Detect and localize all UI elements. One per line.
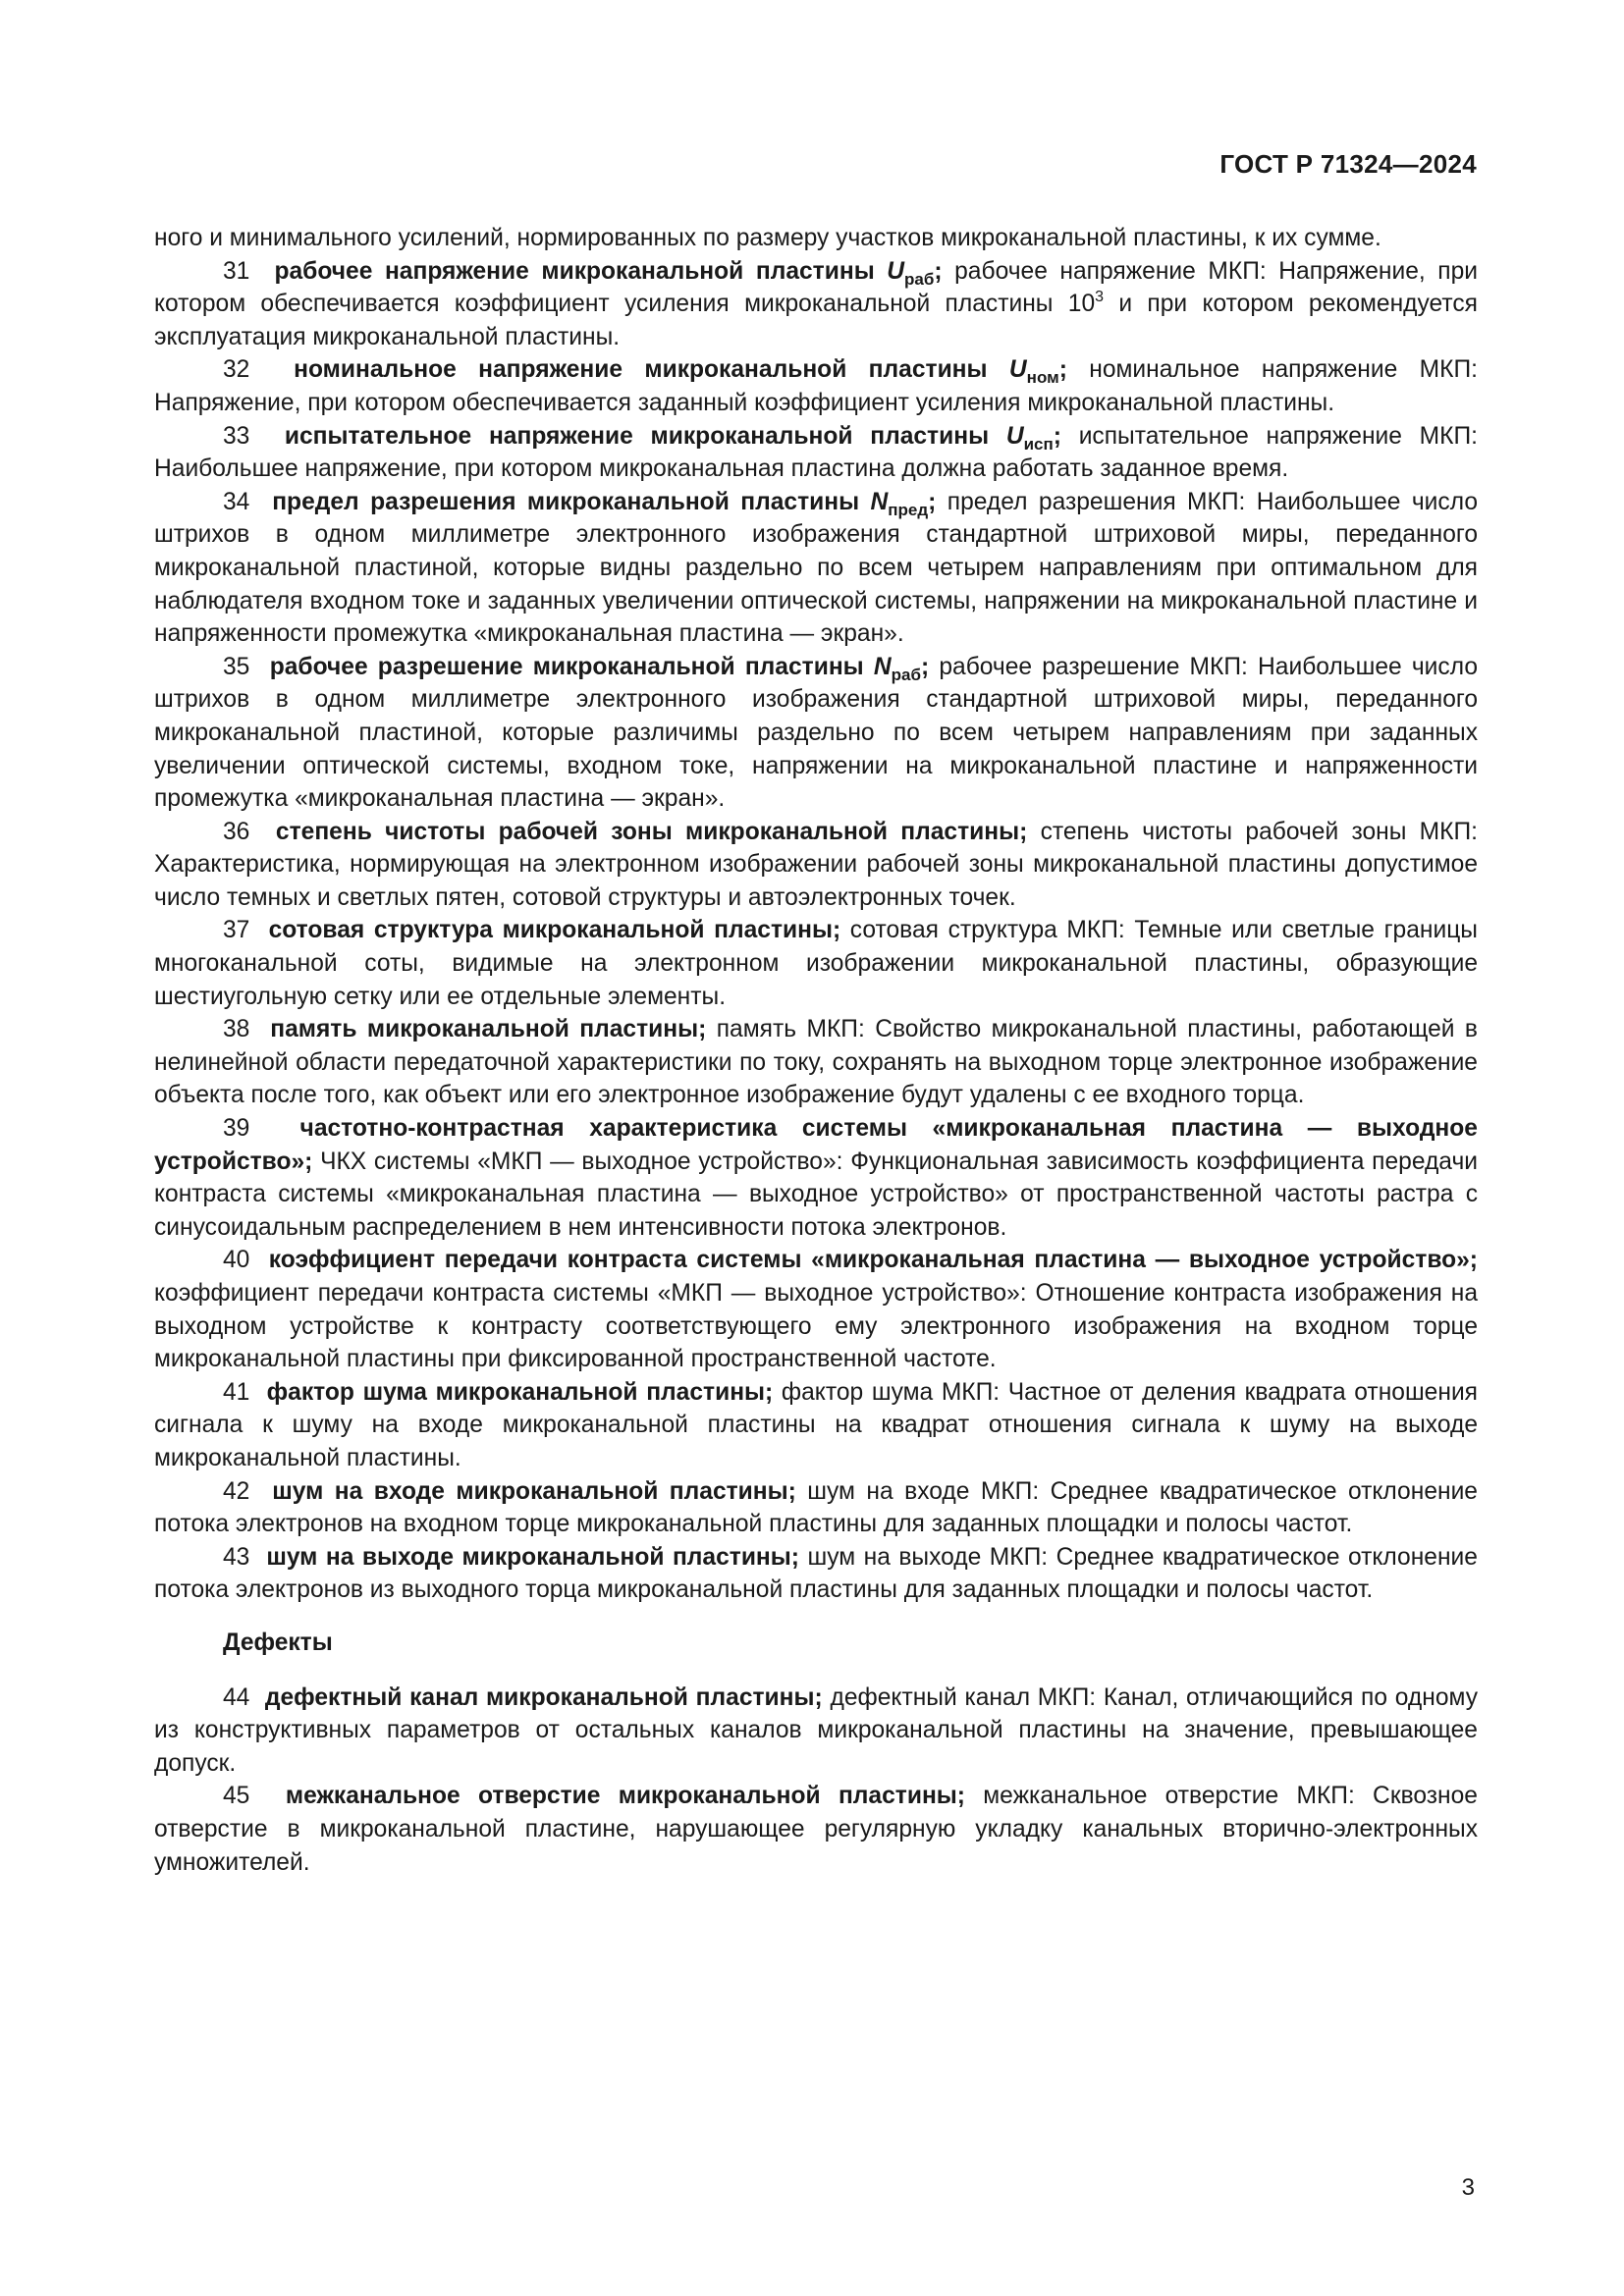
term-entry-37 <box>154 914 1478 1013</box>
term-title: шум на выходе микроканальной пластины; <box>266 1543 799 1571</box>
document-id-header: ГОСТ Р 71324—2024 <box>1219 149 1477 179</box>
term-title: дефектный канал микроканальной пластины; <box>264 1683 823 1711</box>
term-entry-39 <box>154 1112 1478 1244</box>
term-number: 32 <box>223 356 250 384</box>
term-symbol: $N_{раб}$ <box>873 653 921 684</box>
term-number: 34 <box>223 488 250 515</box>
intro-paragraph: ного и минимального усилений, нормированных по размеру участков микроканальной пластины, к их сумме. <box>154 225 1381 251</box>
term-entry-34: 34 предел разрешения микроканальной пластины $N_{пред}$; предел разрешения МКП: Наибольшее число штрихов в одном миллиметре электронного изображения стандартной штриховой миры, переданного микроканальной пластиной, которые видны раздельно по всем четырем направлениям при оптимальном для наблюдателя входном токе и заданных увеличении оптической системы, напряжении на микроканальной пластине и напряженности промежутка «микроканальная пластина — экран». <box>154 488 1478 648</box>
term-definition: ЧКХ системы «МКП — выходное устройство»: Функциональная зависимость коэффициента передачи контраста системы «микроканальная пластина — выходное устройство» от пространственной частоты растра с синусоидальным распределением в нем интенсивности потока электронов. <box>154 1148 1478 1241</box>
term-entry-33: 33 испытательное напряжение микроканальной пластины $U_{исп}$; испытательное напряжение МКП: Наибольшее напряжение, при котором микроканальная пластина должна работать заданное время. <box>154 422 1479 483</box>
term-definition: номинальное напряжение МКП: Напряжение, при котором обеспечивается заданный коэффициент усиления микроканальной пластины. <box>154 356 1478 416</box>
term-symbol: $U_{раб}$ <box>887 257 935 289</box>
term-definition: предел разрешения МКП: Наибольшее число штрихов в одном миллиметре электронного изображения стандартной штриховой миры, переданного микроканальной пластиной, которые видны раздельно по всем четырем направлениям при оптимальном для наблюдателя входном токе и заданных увеличении оптической системы, напряжении на микроканальной пластине и напряженности промежутка «микроканальная пластина — экран». <box>154 488 1478 648</box>
term-entry-41 <box>154 1376 1478 1475</box>
term-number: 43 <box>223 1543 250 1571</box>
term-title: рабочее напряжение микроканальной пластины <box>274 257 888 285</box>
term-title: номинальное напряжение микроканальной пластины <box>294 356 1009 384</box>
term-number: 31 <box>223 257 250 285</box>
term-symbol: $N_{пред}$ <box>870 488 929 519</box>
term-definition: рабочее разрешение МКП: Наибольшее число штрихов в одном миллиметре электронного изображения стандартной штриховой миры, переданного микроканальной пластиной, которые различимы раздельно по всем четырем направлениям при заданных увеличении оптической системы, входном токе, напряжении на микроканальной пластине и напряженности промежутка «микроканальная пластина — экран». <box>154 653 1479 813</box>
term-definition: шум на выходе МКП: Среднее квадратическое отклонение потока электронов из выходного торца микроканальной пластины для заданных площадки и полосы частот. <box>154 1543 1478 1604</box>
term-number: 39 <box>223 1115 250 1143</box>
term-title: межканальное отверстие микроканальной пластины; <box>285 1783 965 1810</box>
term-title: коэффициент передачи контраста системы «микроканальная пластина — выходное устройство»; <box>268 1247 1479 1274</box>
term-number: 36 <box>223 818 250 845</box>
term-symbol: $U_{ном}$ <box>1008 356 1059 388</box>
page-number: 3 <box>1461 2174 1475 2201</box>
term-symbol: $U_{исп}$ <box>1005 422 1054 454</box>
term-definition: испытательное напряжение МКП: Наибольшее напряжение, при котором микроканальная пластина должна работать заданное время. <box>154 422 1479 483</box>
term-title: предел разрешения микроканальной пластины <box>272 488 871 515</box>
term-number: 33 <box>223 422 250 450</box>
term-definition: степень чистоты рабочей зоны МКП: Характеристика, нормирующая на электронном изображении рабочей зоны микроканальной пластины допустимое число темных и светлых пятен, сотовой структуры и автоэлектронных точек. <box>154 818 1479 911</box>
term-title: рабочее разрешение микроканальной пластины <box>269 653 874 680</box>
section-heading-defects: Дефекты <box>223 1629 333 1656</box>
term-title: память микроканальной пластины; <box>270 1016 707 1043</box>
term-definition: память МКП: Свойство микроканальной пластины, работающей в нелинейной области передаточной характеристики по току, сохранять на выходном торце электронное изображение объекта после того, как объект или его электронное изображение будут удалены с ее входного торца. <box>154 1016 1478 1109</box>
term-definition-cont: и при котором рекомендуется эксплуатация микроканальной пластины. <box>154 291 1478 350</box>
term-definition: шум на входе МКП: Среднее квадратическое отклонение потока электронов на входном торце микроканальной пластины для заданных площадки и полосы частот. <box>154 1477 1478 1538</box>
term-definition: дефектный канал МКП: Канал, отличающийся по одному из конструктивных параметров от остальных каналов микроканальной пластины на значение, превышающее допуск. <box>154 1683 1478 1777</box>
term-entry-32: 32 номинальное напряжение микроканальной пластины $U_{ном}$; номинальное напряжение МКП: Напряжение, при котором обеспечивается заданный коэффициент усиления микроканальной пластины. <box>154 356 1478 416</box>
term-number: 37 <box>223 917 250 944</box>
term-entry-40 <box>154 1244 1478 1375</box>
term-number: 40 <box>223 1247 250 1274</box>
term-title: испытательное напряжение микроканальной пластины <box>284 422 1006 450</box>
term-definition: сотовая структура МКП: Темные или светлые границы многоканальной соты, видимые на электронном изображении микроканальной пластины, образующие шестиугольную сетку или ее отдельные элементы. <box>154 917 1478 1010</box>
term-number: 41 <box>223 1378 250 1406</box>
term-title: фактор шума микроканальной пластины; <box>266 1378 774 1406</box>
term-entry-31: 31 рабочее напряжение микроканальной пластины $U_{раб}$; рабочее напряжение МКП: Напряжение, при котором обеспечивается коэффициент усиления микроканальной пластины $10^3$ и при котором рекомендуется эксплуатация микроканальной пластины. <box>154 257 1478 350</box>
term-number: 44 <box>223 1683 250 1711</box>
term-entry-43 <box>154 1541 1478 1607</box>
term-entry-42 <box>154 1475 1478 1541</box>
term-entry-44 <box>154 1682 1478 1781</box>
term-entry-36 <box>154 816 1478 915</box>
term-definition: коэффициент передачи контраста системы «МКП — выходное устройство»: Отношение контраста изображения на выходном устройстве к контрасту соответствующего ему электронного изображения на входном торце микроканальной пластины при фиксированной пространственной частоте. <box>154 1280 1478 1373</box>
term-number: 45 <box>223 1783 250 1810</box>
term-title: степень чистоты рабочей зоны микроканальной пластины; <box>275 818 1028 845</box>
term-definition: рабочее напряжение МКП: Напряжение, при котором обеспечивается коэффициент усиления микроканальной пластины 10 <box>154 257 1478 318</box>
term-definition: фактор шума МКП: Частное от деления квадрата отношения сигнала к шуму на входе микроканальной пластины на квадрат отношения сигнала к шуму на выходе микроканальной пластины. <box>154 1378 1478 1471</box>
term-title: частотно-контрастная характеристика системы «микроканальная пластина — выходное устройство»; <box>154 1115 1478 1175</box>
term-number: 35 <box>223 653 250 680</box>
term-entry-45 <box>154 1780 1478 1879</box>
term-definition: межканальное отверстие МКП: Сквозное отверстие в микроканальной пластине, нарушающее регулярную укладку канальных вторично-электронных умножителей. <box>154 1783 1478 1876</box>
term-title: сотовая структура микроканальной пластины; <box>268 917 841 944</box>
term-number: 42 <box>223 1477 250 1505</box>
term-title: шум на входе микроканальной пластины; <box>272 1477 796 1505</box>
superscript: 3 <box>1095 289 1105 306</box>
page-content <box>154 222 1478 1879</box>
term-number: 38 <box>223 1016 250 1043</box>
term-entry-38 <box>154 1013 1478 1112</box>
term-entry-35: 35 рабочее разрешение микроканальной пластины $N_{раб}$; рабочее разрешение МКП: Наибольшее число штрихов в одном миллиметре электронного изображения стандартной штриховой миры, переданного микроканальной пластиной, которые различимы раздельно по всем четырем направлениям при заданных увеличении оптической системы, входном токе, напряжении на микроканальной пластине и напряженности промежутка «микроканальная пластина — экран». <box>154 653 1479 813</box>
